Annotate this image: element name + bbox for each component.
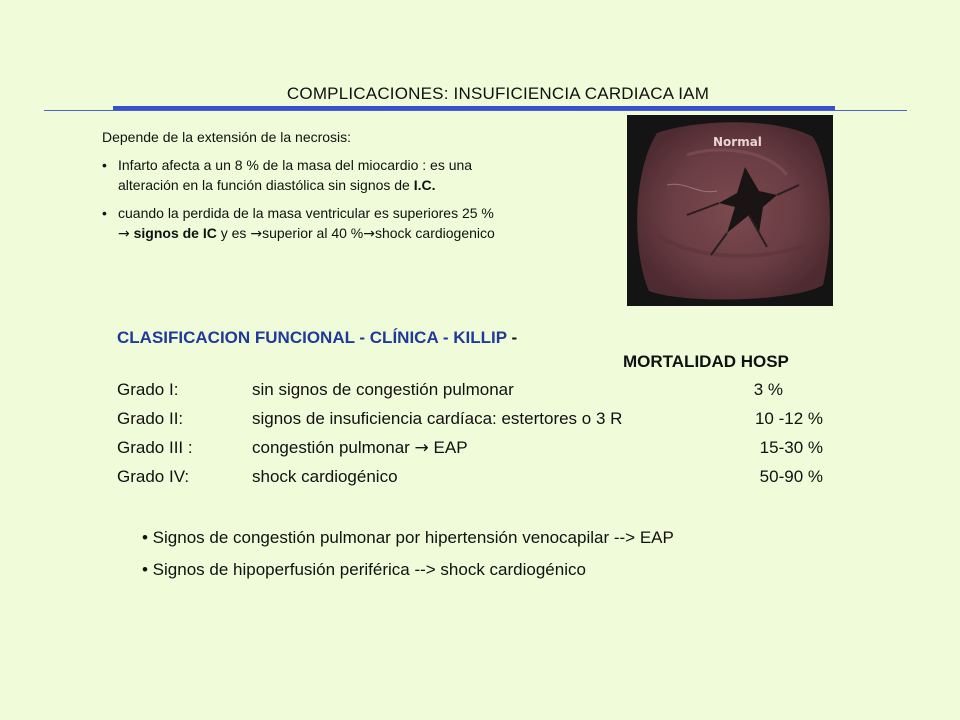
table-row: [117, 467, 827, 496]
grade-mortality: 10 -12 %: [754, 409, 823, 428]
bullet2-line1: cuando la perdida de la masa ventricular es superiores 25 %: [118, 205, 494, 221]
killip-table: [117, 380, 827, 496]
grade-description: [252, 438, 468, 458]
mortality-header: MORTALIDAD HOSP: [623, 352, 789, 371]
grade-description: shock cardiogénico: [252, 467, 398, 486]
bullet-dot-icon: •: [102, 205, 107, 221]
note-hypoperfusion: • Signos de hipoperfusión periférica --> shock cardiogénico: [142, 560, 586, 579]
grade-label: Grado II:: [117, 409, 184, 428]
bullet2-tail1: superior al 40 %: [262, 225, 364, 241]
killip-heading-suffix: -: [506, 328, 518, 347]
arrow-right-icon: →: [118, 226, 130, 242]
grade-description-post: EAP: [428, 438, 468, 457]
grade-label: Grado I:: [117, 380, 179, 399]
bullet1-bold: I.C.: [413, 177, 436, 193]
note-congestion: • Signos de congestión pulmonar por hipertensión venocapilar --> EAP: [142, 528, 674, 547]
killip-heading-text: CLASIFICACION FUNCIONAL - CLÍNICA - KILLIP: [117, 328, 507, 347]
grade-label: Grado III :: [117, 438, 193, 457]
intro-list: [102, 155, 622, 244]
bullet1-line1: Infarto afecta a un 8 % de la masa del miocardio : es una: [118, 157, 473, 173]
slide-title: COMPLICACIONES: INSUFICIENCIA CARDIACA IAM: [286, 84, 710, 103]
intro-lead: Depende de la extensión de la necrosis:: [102, 129, 352, 145]
intro-block: [102, 127, 622, 252]
table-row: [117, 380, 827, 409]
intro-bullet-1: [102, 155, 622, 195]
arrow-right-icon: →: [250, 226, 263, 242]
table-row: [117, 438, 827, 467]
grade-description: signos de insuficiencia cardíaca: estertores o 3 R: [252, 409, 623, 428]
bullet2-bold: signos de IC: [133, 225, 217, 241]
notes-block: [142, 528, 842, 592]
bullet2-mid: y es: [216, 225, 251, 241]
grade-description: sin signos de congestión pulmonar: [252, 380, 514, 399]
heart-section-photo: [627, 115, 833, 306]
killip-heading: [117, 328, 517, 348]
grade-mortality: 50-90 %: [759, 467, 823, 486]
title-rule-thin: [44, 110, 907, 111]
table-row: [117, 409, 827, 438]
arrow-right-icon: →: [414, 438, 429, 458]
grade-description-pre: congestión pulmonar: [252, 438, 415, 457]
bullet-dot-icon: •: [102, 157, 107, 173]
intro-bullet-2: [102, 203, 622, 244]
title-rule-thick: [113, 106, 835, 110]
grade-label: Grado IV:: [117, 467, 190, 486]
grade-mortality: 15-30 %: [759, 438, 823, 457]
image-label: Normal: [713, 135, 762, 149]
bullet1-line2: alteración en la función diastólica sin signos de: [118, 177, 414, 193]
bullet2-tail2: shock cardiogenico: [374, 225, 495, 241]
arrow-right-icon: →: [363, 226, 375, 242]
grade-mortality: 3 %: [753, 380, 783, 399]
